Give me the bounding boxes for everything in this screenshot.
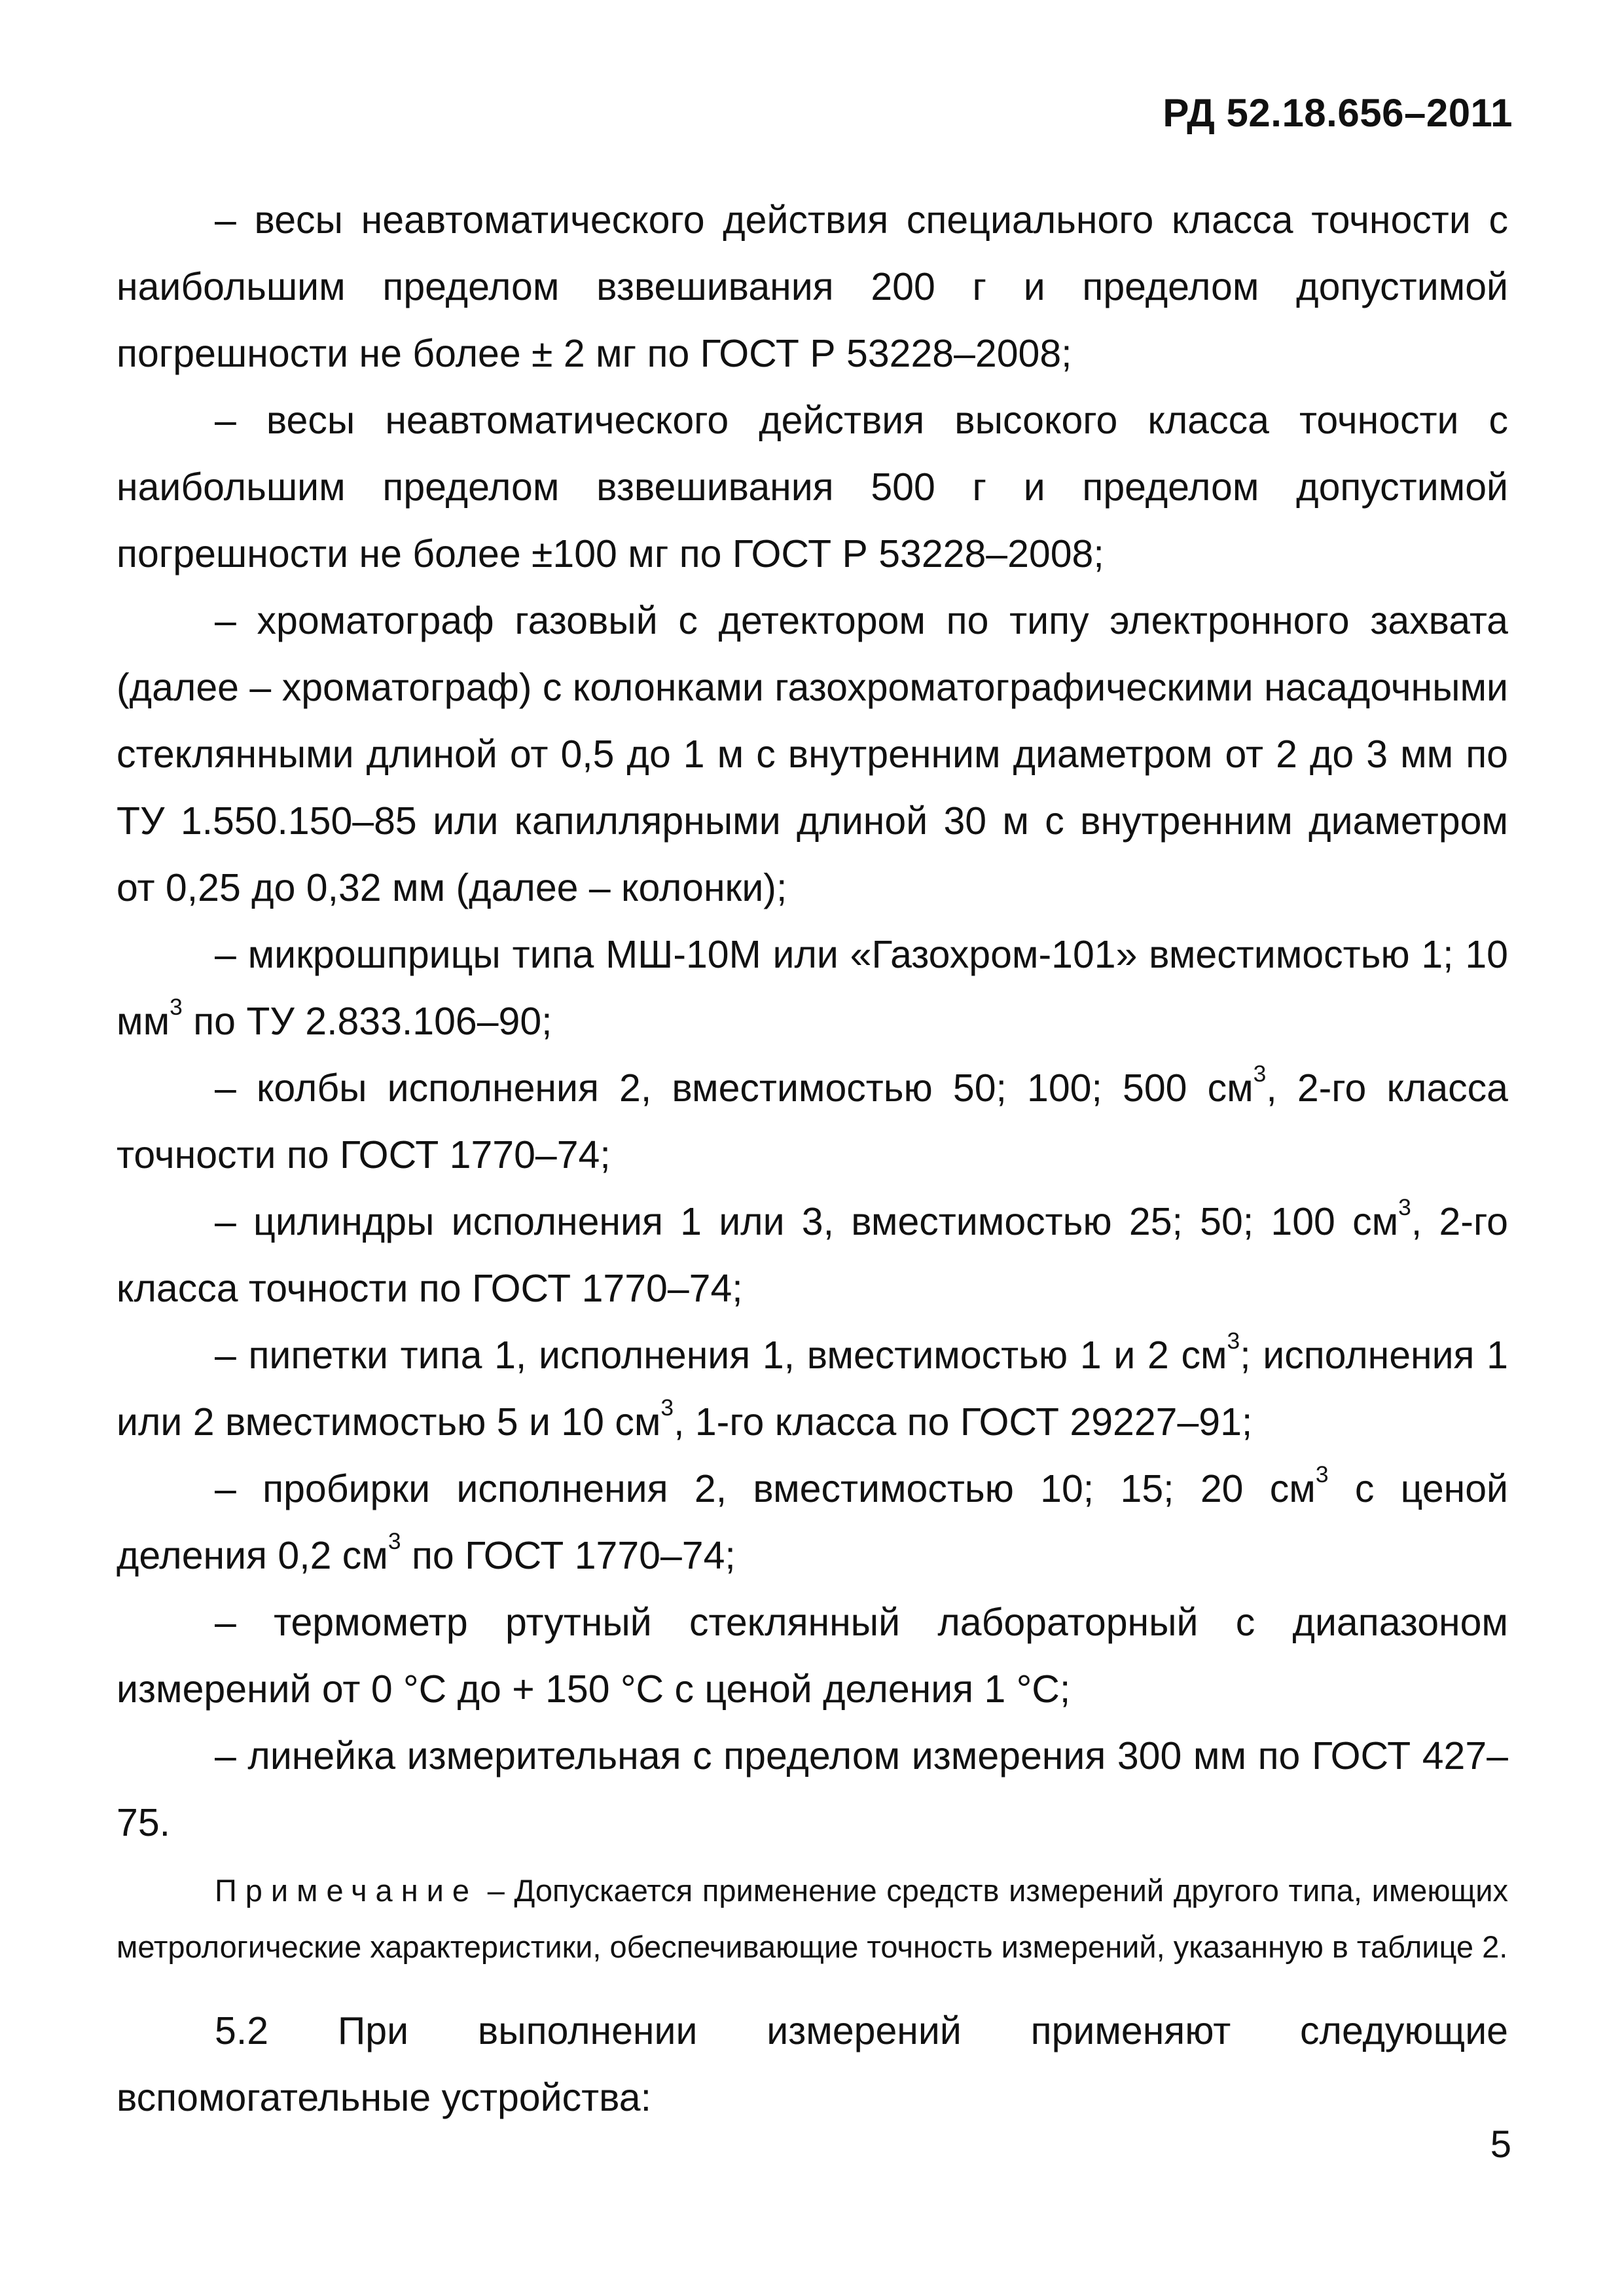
superscript: 3 (1227, 1327, 1240, 1354)
item-text: по ГОСТ 1770–74; (401, 1534, 736, 1577)
superscript: 3 (388, 1527, 401, 1554)
list-item-chromatograph: – хроматограф газовый с детектором по типу электронного захвата (далее – хроматограф) с колонками газохроматографическими насадочными стеклянными длиной от 0,5 до 1 м с внутренним диаметром от 2 до 3 мм по ТУ 1.550.150–85 или капиллярными длиной 30 м с внутренним диаметром от 0,25 до 0,32 мм (далее – колонки); (117, 599, 1508, 909)
item-text: – микрошприцы типа МШ-10М или «Газохром-101» вместимостью 1; 10 мм (117, 933, 1508, 1043)
item-text: ; исполнения 1 или 2 вместимостью 5 и 10 см (117, 1334, 1508, 1444)
list-item-flasks (117, 1055, 1508, 1188)
item-text: – цилиндры исполнения 1 или 3, вместимостью 25; 50; 100 см (215, 1200, 1399, 1243)
list-item-cylinders (117, 1188, 1508, 1322)
item-text: , 2-го класса точности по ГОСТ 1770–74; (117, 1200, 1508, 1310)
note-paragraph (117, 1863, 1508, 1975)
superscript: 3 (1315, 1461, 1329, 1487)
document-code-header: РД 52.18.656–2011 (1163, 91, 1513, 135)
note-label: Примечание (215, 1873, 478, 1908)
note-text: – Допускается применение средств измерений другого типа, имеющих метрологические характеристики, обеспечивающие точность измерений, указанную в таблице 2. (117, 1873, 1508, 1964)
superscript: 3 (1253, 1060, 1267, 1087)
item-text: , 2-го класса точности по ГОСТ 1770–74; (117, 1066, 1508, 1176)
list-item-ruler: – линейка измерительная с пределом измерения 300 мм по ГОСТ 427–75. (117, 1734, 1508, 1844)
section-5-2-paragraph: 5.2 При выполнении измерений применяют следующие вспомогательные устройства: (117, 2009, 1508, 2119)
page-number: 5 (1490, 2123, 1511, 2166)
document-body (117, 187, 1508, 2131)
list-item-pipettes (117, 1322, 1508, 1455)
item-text: по ТУ 2.833.106–90; (182, 1000, 552, 1043)
list-item-thermometer: – термометр ртутный стеклянный лабораторный с диапазоном измерений от 0 °С до + 150 °С с ценой деления 1 °С; (117, 1601, 1508, 1711)
list-item-microsyringes (117, 921, 1508, 1055)
list-item-test-tubes (117, 1455, 1508, 1589)
superscript: 3 (660, 1394, 674, 1421)
item-text: с ценой деления 0,2 см (117, 1467, 1508, 1577)
item-text: – колбы исполнения 2, вместимостью 50; 100; 500 см (215, 1066, 1254, 1110)
list-item-scales-high: – весы неавтоматического действия высокого класса точности с наибольшим пределом взвешивания 500 г и пределом допустимой погрешности не более ±100 мг по ГОСТ Р 53228–2008; (117, 399, 1508, 575)
item-text: , 1-го класса по ГОСТ 29227–91; (674, 1400, 1253, 1444)
item-text: – пипетки типа 1, исполнения 1, вместимостью 1 и 2 см (215, 1334, 1227, 1377)
list-item-scales-special: – весы неавтоматического действия специального класса точности с наибольшим пределом взвешивания 200 г и пределом допустимой погрешности не более ± 2 мг по ГОСТ Р 53228–2008; (117, 198, 1508, 375)
item-text: – пробирки исполнения 2, вместимостью 10; 15; 20 см (215, 1467, 1316, 1510)
superscript: 3 (1398, 1194, 1411, 1220)
superscript: 3 (170, 993, 183, 1020)
